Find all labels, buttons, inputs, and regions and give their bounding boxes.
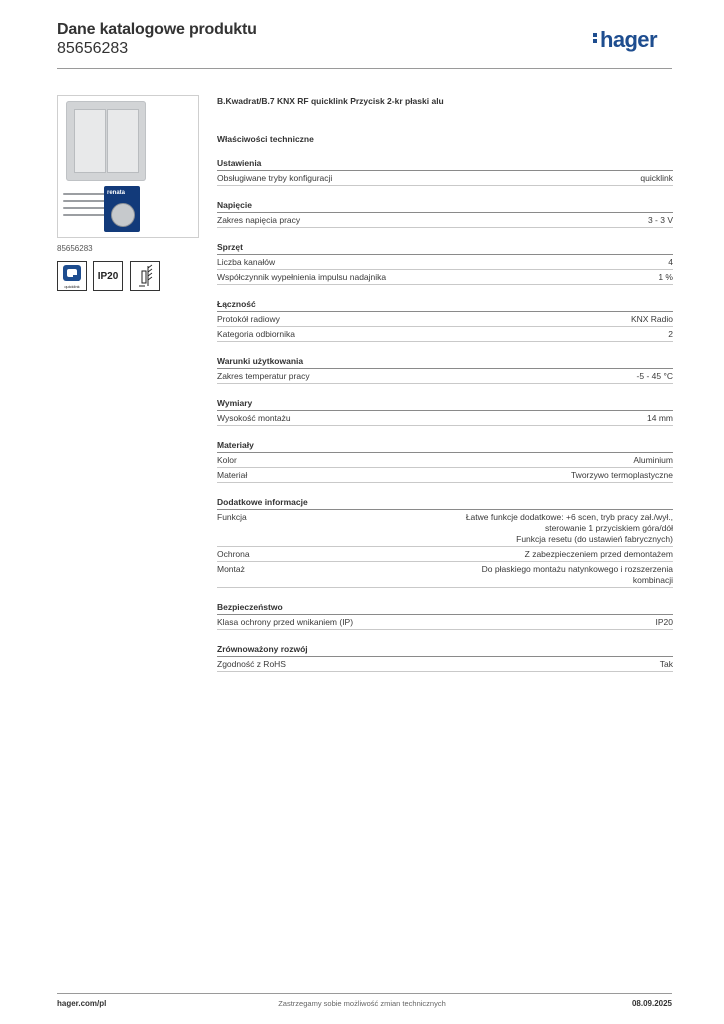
group-title: Materiały bbox=[217, 440, 673, 453]
footer-disclaimer: Zastrzegamy sobie możliwość zmian technicznych bbox=[278, 999, 446, 1008]
spec-value bbox=[660, 659, 673, 670]
spec-label: Wysokość montażu bbox=[217, 413, 291, 423]
quicklink-badge-label: quicklink bbox=[64, 284, 80, 289]
spec-value-line: kombinacji bbox=[632, 575, 673, 585]
spec-label: Kolor bbox=[217, 455, 237, 465]
product-code: 85656283 bbox=[57, 40, 129, 57]
spec-value-line: Łatwe funkcje dodatkowe: +6 scen, tryb pracy zał./wył., bbox=[465, 512, 673, 522]
spec-value-line: Tworzywo termoplastyczne bbox=[570, 470, 673, 480]
switch-plate-icon bbox=[66, 101, 146, 181]
spec-value bbox=[482, 564, 673, 586]
spec-value bbox=[466, 512, 673, 545]
spec-value-line: Z zabezpieczeniem przed demontażem bbox=[524, 549, 673, 559]
spec-value bbox=[631, 314, 673, 325]
group-title: Napięcie bbox=[217, 200, 673, 213]
spec-label: Klasa ochrony przed wnikaniem (IP) bbox=[217, 617, 354, 627]
spec-row bbox=[217, 510, 673, 547]
spec-value-line: 4 bbox=[668, 257, 673, 267]
group-title: Dodatkowe informacje bbox=[217, 497, 673, 510]
spec-row bbox=[217, 657, 673, 672]
spec-row bbox=[217, 453, 673, 468]
spec-value-line: Funkcja resetu (do ustawień fabrycznych) bbox=[516, 534, 673, 544]
spec-content bbox=[217, 90, 673, 672]
spec-label: Liczba kanałów bbox=[217, 257, 276, 267]
spec-value bbox=[668, 329, 673, 340]
spec-value-line: KNX Radio bbox=[630, 314, 673, 324]
spec-value-line: -5 - 45 °C bbox=[636, 371, 673, 381]
spec-value-line: 14 mm bbox=[647, 413, 673, 423]
spec-value-line: 1 % bbox=[658, 272, 673, 282]
group-title: Wymiary bbox=[217, 398, 673, 411]
spec-label: Współczynnik wypełnienia impulsu nadajnika bbox=[217, 272, 387, 282]
battery-brand: renata bbox=[107, 190, 126, 196]
logo-text: hager bbox=[600, 27, 657, 52]
spec-value bbox=[640, 173, 673, 184]
spec-label: Montaż bbox=[217, 564, 245, 574]
spec-row bbox=[217, 270, 673, 285]
spec-label: Materiał bbox=[217, 470, 248, 480]
spec-row bbox=[217, 411, 673, 426]
hager-logo[interactable] bbox=[593, 27, 657, 53]
spec-row bbox=[217, 171, 673, 186]
spec-value bbox=[658, 272, 673, 283]
battery-icon bbox=[104, 186, 140, 232]
battery-cell-icon bbox=[111, 203, 135, 227]
spec-row bbox=[217, 369, 673, 384]
spec-groups bbox=[217, 158, 673, 672]
group-title: Warunki użytkowania bbox=[217, 356, 673, 369]
spec-value bbox=[571, 470, 673, 481]
spec-value-line: IP20 bbox=[655, 617, 673, 627]
spec-label: Ochrona bbox=[217, 549, 250, 559]
spec-row bbox=[217, 327, 673, 342]
spec-value bbox=[648, 215, 673, 226]
spec-value bbox=[637, 371, 673, 382]
spec-row bbox=[217, 468, 673, 483]
footer-website-link[interactable]: hager.com/pl bbox=[57, 999, 107, 1008]
header-divider bbox=[57, 68, 672, 69]
spec-value-line: Aluminium bbox=[633, 455, 673, 465]
spec-row bbox=[217, 547, 673, 562]
product-title: B.Kwadrat/B.7 KNX RF quicklink Przycisk 2-kr płaski alu bbox=[217, 96, 444, 106]
group-title: Zrównoważony rozwój bbox=[217, 644, 673, 657]
quicklink-badge-icon bbox=[57, 261, 87, 291]
product-image bbox=[57, 95, 199, 238]
spec-value-line: Tak bbox=[659, 659, 673, 669]
spec-label: Zakres napięcia pracy bbox=[217, 215, 301, 225]
image-ref-code: 85656283 bbox=[57, 244, 93, 253]
spec-value-line: 2 bbox=[668, 329, 673, 339]
spec-row bbox=[217, 213, 673, 228]
group-title: Ustawienia bbox=[217, 158, 673, 171]
spec-value bbox=[668, 257, 673, 268]
spec-value-line: 3 - 3 V bbox=[647, 215, 673, 225]
surface-mount-icon bbox=[130, 261, 160, 291]
group-title: Bezpieczeństwo bbox=[217, 602, 673, 615]
logo-dots-icon bbox=[593, 31, 598, 45]
spec-value bbox=[633, 455, 673, 466]
spec-value bbox=[647, 413, 673, 424]
tech-heading: Właściwości techniczne bbox=[217, 134, 314, 144]
group-title: Sprzęt bbox=[217, 242, 673, 255]
spec-row bbox=[217, 615, 673, 630]
footer-divider bbox=[57, 993, 672, 994]
spec-row bbox=[217, 562, 673, 588]
spec-label: Zakres temperatur pracy bbox=[217, 371, 310, 381]
rocker-left-icon bbox=[74, 109, 106, 173]
group-title: Łączność bbox=[217, 299, 673, 312]
spec-row bbox=[217, 312, 673, 327]
ip-badge: IP20 bbox=[93, 261, 123, 291]
spec-value-line: quicklink bbox=[640, 173, 673, 183]
footer-date: 08.09.2025 bbox=[631, 999, 672, 1008]
spec-value bbox=[525, 549, 673, 560]
page-title: Dane katalogowe produktu bbox=[57, 21, 257, 38]
spec-label: Zgodność z RoHS bbox=[217, 659, 286, 669]
spec-value-line: Do płaskiego montażu natynkowego i rozszerzenia bbox=[481, 564, 673, 574]
spec-label: Obsługiwane tryby konfiguracji bbox=[217, 173, 333, 183]
spec-value-line: sterowanie 1 przyciskiem góra/dół bbox=[544, 523, 673, 533]
spec-label: Protokół radiowy bbox=[217, 314, 280, 324]
spec-value bbox=[656, 617, 674, 628]
rocker-right-icon bbox=[107, 109, 139, 173]
spec-row bbox=[217, 255, 673, 270]
spec-label: Funkcja bbox=[217, 512, 247, 522]
spec-label: Kategoria odbiornika bbox=[217, 329, 295, 339]
